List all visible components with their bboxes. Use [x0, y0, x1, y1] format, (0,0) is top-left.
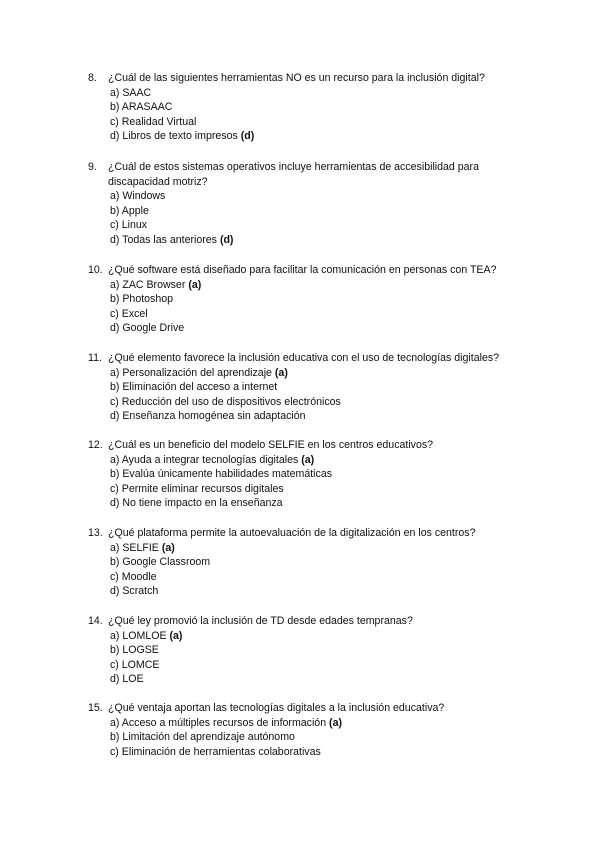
- option-label: d) Todas las anteriores: [110, 233, 217, 246]
- option-label: a) Windows: [110, 190, 166, 203]
- option-label: b) Google Classroom: [110, 556, 211, 569]
- option-label: b) Limitación del aprendizaje autónomo: [110, 731, 295, 744]
- answer-options: [110, 541, 528, 599]
- correct-answer-marker: (d): [219, 233, 234, 246]
- answer-option: [110, 278, 528, 293]
- answer-option: [110, 643, 528, 658]
- answer-options: [110, 189, 528, 247]
- question-number: 10.: [88, 264, 103, 276]
- answer-option: [110, 218, 528, 233]
- question-row: [88, 263, 528, 278]
- answer-option: [110, 189, 528, 204]
- question-item: [88, 526, 528, 599]
- question-item: [88, 71, 528, 144]
- answer-option: [110, 321, 528, 336]
- question-row: [88, 71, 528, 86]
- correct-answer-marker: (a): [329, 716, 342, 729]
- option-label: b) Photoshop: [110, 293, 174, 306]
- answer-option: [110, 570, 528, 585]
- correct-answer-marker: (a): [188, 278, 202, 291]
- answer-option: [110, 86, 528, 101]
- answer-option: [110, 496, 528, 511]
- option-label: a) ZAC Browser: [110, 278, 186, 291]
- answer-option: [110, 453, 528, 468]
- question-text: ¿Qué ley promovió la inclusión de TD desde edades tempranas?: [108, 615, 413, 627]
- option-label: a) Personalización del aprendizaje: [110, 366, 272, 379]
- option-label: c) LOMCE: [110, 658, 160, 671]
- answer-option: [110, 584, 528, 599]
- question-number: 9.: [88, 161, 97, 173]
- answer-option: [110, 658, 528, 673]
- option-label: d) LOE: [110, 673, 144, 686]
- question-item: [88, 160, 528, 248]
- answer-option: [110, 482, 528, 497]
- option-label: c) Reducción del uso de dispositivos electrónicos: [110, 395, 341, 408]
- question-row: [88, 160, 528, 189]
- option-label: c) Realidad Virtual: [110, 115, 197, 128]
- option-label: a) LOMLOE: [110, 629, 167, 642]
- question-item: [88, 263, 528, 336]
- answer-option: [110, 204, 528, 219]
- answer-options: [110, 86, 528, 144]
- option-label: b) ARASAAC: [110, 101, 173, 114]
- question-row: [88, 701, 528, 716]
- answer-option: [110, 307, 528, 322]
- correct-answer-marker: (a): [169, 629, 183, 642]
- correct-answer-marker: (d): [240, 130, 255, 143]
- option-label: b) LOGSE: [110, 644, 159, 657]
- answer-options: [110, 453, 528, 511]
- answer-options: [110, 278, 528, 336]
- question-text: ¿Qué elemento favorece la inclusión educativa con el uso de tecnologías digitales?: [108, 352, 500, 364]
- option-label: a) SAAC: [110, 86, 152, 99]
- question-number: 14.: [88, 615, 103, 627]
- option-label: b) Eliminación del acceso a internet: [110, 381, 278, 394]
- answer-option: [110, 629, 528, 644]
- option-label: c) Permite eliminar recursos digitales: [110, 482, 284, 495]
- question-row: [88, 614, 528, 629]
- question-item: [88, 351, 528, 424]
- question-row: [88, 438, 528, 453]
- question-number: 11.: [88, 352, 102, 364]
- question-text: ¿Qué ventaja aportan las tecnologías digitales a la inclusión educativa?: [108, 702, 445, 714]
- question-number: 12.: [88, 439, 103, 451]
- question-number: 15.: [88, 702, 103, 714]
- answer-option: [110, 409, 528, 424]
- answer-options: [110, 716, 528, 760]
- answer-option: [110, 555, 528, 570]
- answer-option: [110, 115, 528, 130]
- correct-answer-marker: (a): [301, 453, 315, 466]
- option-label: c) Eliminación de herramientas colaborativas: [110, 745, 321, 758]
- answer-option: [110, 730, 528, 745]
- correct-answer-marker: (a): [274, 366, 288, 379]
- question-row: [88, 351, 528, 366]
- answer-option: [110, 467, 528, 482]
- option-label: c) Linux: [110, 219, 148, 232]
- answer-option: [110, 672, 528, 687]
- answer-option: [110, 380, 528, 395]
- answer-option: [110, 745, 528, 760]
- option-label: d) Scratch: [110, 585, 159, 598]
- question-text: ¿Qué software está diseñado para facilitar la comunicación en personas con TEA?: [108, 264, 497, 276]
- answer-option: [110, 541, 528, 556]
- answer-option: [110, 395, 528, 410]
- option-label: a) SELFIE: [110, 541, 159, 554]
- answer-option: [110, 716, 528, 731]
- option-label: d) Libros de texto impresos: [110, 130, 238, 143]
- option-label: d) Google Drive: [110, 322, 185, 335]
- answer-option: [110, 366, 528, 381]
- question-number: 13.: [88, 527, 103, 539]
- answer-option: [110, 292, 528, 307]
- question-item: [88, 701, 528, 759]
- option-label: c) Moodle: [110, 570, 157, 583]
- option-label: b) Evalúa únicamente habilidades matemáticas: [110, 468, 333, 481]
- correct-answer-marker: (a): [161, 541, 175, 554]
- question-number: 8.: [88, 72, 97, 84]
- question-item: [88, 438, 528, 511]
- question-item: [88, 614, 528, 687]
- question-text: ¿Cuál es un beneficio del modelo SELFIE en los centros educativos?: [108, 439, 434, 451]
- question-text: ¿Cuál de las siguientes herramientas NO es un recurso para la inclusión digital?: [108, 72, 485, 84]
- answer-option: [110, 233, 528, 248]
- option-label: d) Enseñanza homogénea sin adaptación: [110, 410, 306, 423]
- answer-option: [110, 129, 528, 144]
- answer-options: [110, 366, 528, 424]
- question-text: ¿Qué plataforma permite la autoevaluación de la digitalización en los centros?: [108, 527, 476, 539]
- answer-option: [110, 100, 528, 115]
- option-label: a) Acceso a múltiples recursos de información: [110, 716, 327, 729]
- answer-options: [110, 629, 528, 687]
- question-text: ¿Cuál de estos sistemas operativos incluye herramientas de accesibilidad para discapacidad motriz?: [108, 161, 479, 188]
- option-label: a) Ayuda a integrar tecnologías digitales: [110, 453, 299, 466]
- question-row: [88, 526, 528, 541]
- option-label: b) Apple: [110, 204, 149, 217]
- option-label: c) Excel: [110, 307, 148, 320]
- option-label: d) No tiene impacto en la enseñanza: [110, 497, 283, 510]
